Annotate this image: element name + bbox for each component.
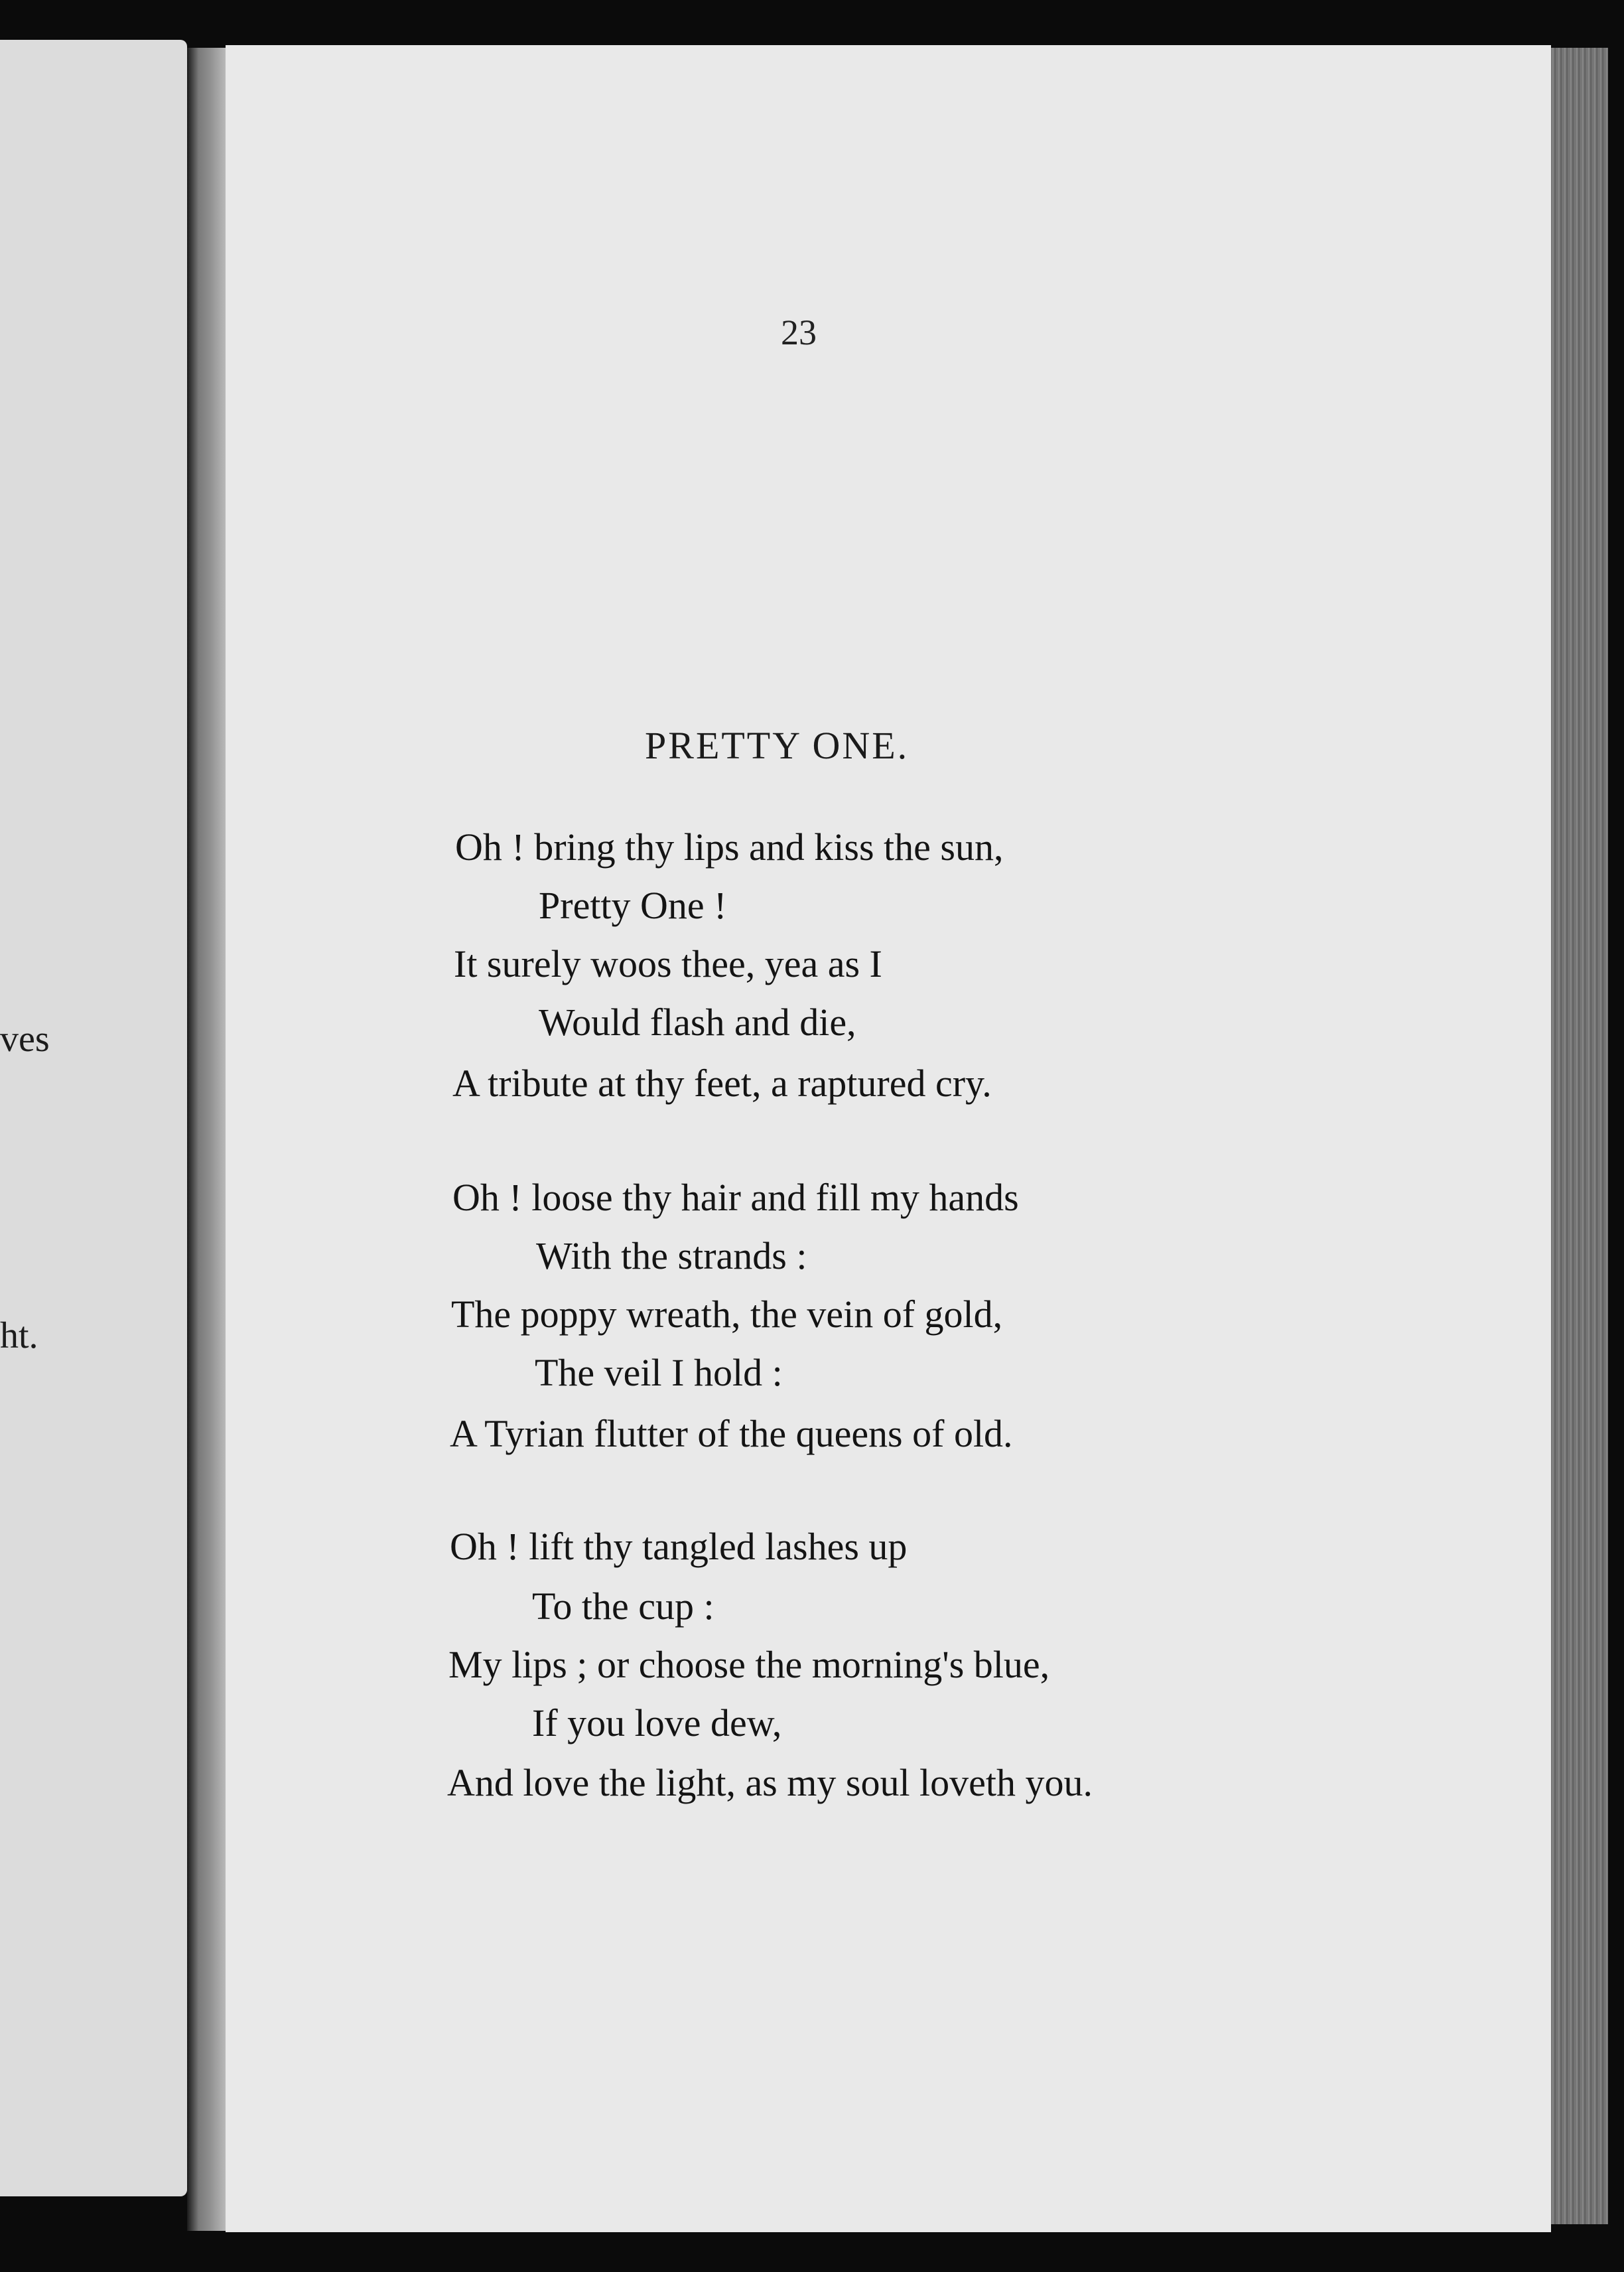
verse-line-indented: If you love dew, (532, 1701, 782, 1744)
verse-line: Oh ! lift thy tangled lashes up (450, 1525, 908, 1568)
verse-line: My lips ; or choose the morning's blue, (448, 1643, 1050, 1686)
previous-page-fragment: ves (0, 1019, 50, 1060)
verse-line: It surely woos thee, yea as I (454, 942, 882, 985)
verse-line: A Tyrian flutter of the queens of old. (450, 1412, 1013, 1455)
verse-line-indented: The veil I hold : (535, 1351, 783, 1394)
verse-line-indented: Pretty One ! (539, 884, 727, 927)
verse-line: The poppy wreath, the vein of gold, (451, 1293, 1003, 1336)
previous-page-fragment: ht. (0, 1315, 38, 1356)
verse-line: A tribute at thy feet, a raptured cry. (452, 1062, 992, 1105)
book-page (226, 45, 1551, 2232)
page-number: 23 (781, 313, 817, 352)
previous-page (0, 40, 187, 2196)
verse-line-indented: Would flash and die, (539, 1001, 856, 1044)
verse-line-indented: With the strands : (536, 1234, 807, 1277)
verse-line: Oh ! loose thy hair and fill my hands (452, 1176, 1019, 1219)
verse-line: Oh ! bring thy lips and kiss the sun, (455, 825, 1004, 869)
book-gutter (187, 48, 226, 2231)
verse-line: And love the light, as my soul loveth you. (447, 1761, 1093, 1804)
poem-title: PRETTY ONE. (645, 724, 910, 767)
page-edges (1551, 48, 1608, 2224)
verse-line-indented: To the cup : (532, 1585, 714, 1628)
